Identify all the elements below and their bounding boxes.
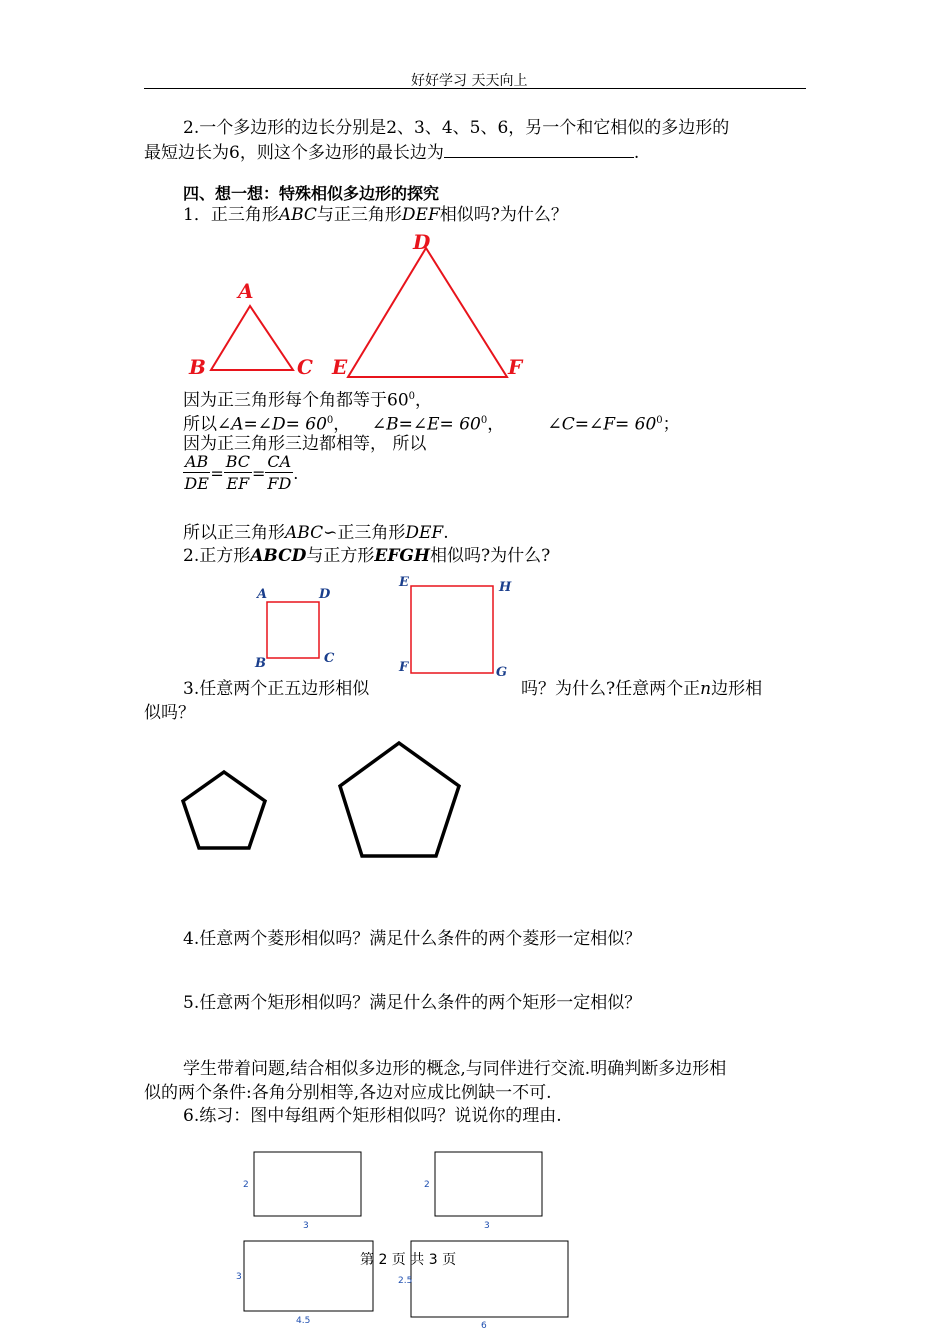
label-f: F xyxy=(508,355,523,379)
label-e: E xyxy=(332,355,348,379)
discussion-line2: 似的两个条件:各角分别相等,各边对应成比例缺一不可. xyxy=(144,1083,552,1103)
label-sq-b: B xyxy=(255,656,266,671)
s6-text: 6.练习：图中每组两个矩形相似吗？说说你的理由. xyxy=(183,1106,562,1126)
rect-1 xyxy=(254,1152,361,1216)
s2-q-abcd: ABCD xyxy=(250,546,307,566)
s1-degree-sup: 0 xyxy=(408,391,416,402)
s1-q-b: 与正三角形 xyxy=(316,205,402,225)
eq-2: = xyxy=(252,464,266,483)
s4-text: 4.任意两个菱形相似吗？满足什么条件的两个菱形一定相似？ xyxy=(183,929,642,949)
s1-reason1-end: ， xyxy=(415,390,433,411)
eq-1: = xyxy=(210,464,224,483)
s1-reason1-text: 因为正三角形每个角都等于60 xyxy=(183,390,409,411)
label-d: D xyxy=(413,230,431,254)
s5-text: 5.任意两个矩形相似吗？满足什么条件的两个矩形一定相似？ xyxy=(183,993,642,1013)
s1-question xyxy=(183,203,568,227)
sup-a: 0 xyxy=(326,415,334,426)
s2-q-a: 2.正方形 xyxy=(183,546,251,566)
label-a: A xyxy=(238,279,254,303)
pentagon-small xyxy=(183,772,265,848)
frac3-den: FD xyxy=(267,474,292,493)
label-sq-c: C xyxy=(324,651,335,666)
rect3-side: 3 xyxy=(236,1272,242,1282)
label-b: B xyxy=(189,355,206,379)
angle-a-d: ∠A=∠D= 60 xyxy=(217,414,327,435)
frac1-den: DE xyxy=(184,474,209,493)
frac3-num: CA xyxy=(267,452,292,471)
s3-line2: 似吗？ xyxy=(144,703,195,723)
fraction-ab-de xyxy=(183,452,210,495)
q2-line2 xyxy=(144,141,639,165)
s3-line1-a: 3.任意两个正五边形相似 xyxy=(183,679,370,699)
frac1-num: AB xyxy=(185,452,209,471)
label-c: C xyxy=(297,355,313,379)
square-efgh xyxy=(411,586,493,673)
rect4-side: 2.5 xyxy=(398,1276,413,1286)
sup-c: 0 xyxy=(656,415,663,426)
section-title: 四、想一想：特殊相似多边形的探究 xyxy=(183,184,440,203)
triangle-def xyxy=(348,248,507,377)
q2-line1: 2.一个多边形的边长分别是2、3、4、5、6，另一个和它相似的多边形的 xyxy=(183,118,730,138)
label-sq-f: F xyxy=(399,660,409,675)
label-sq-e: E xyxy=(399,575,409,590)
triangles-figure xyxy=(180,228,540,388)
s2-q-b: 与正方形 xyxy=(306,546,375,566)
concl-similar: ∽正三角形 xyxy=(323,523,406,543)
angle-c-f: ∠C=∠F= 60 xyxy=(547,414,657,435)
s1-q-a: 1．正三角形 xyxy=(183,205,279,225)
rect-2 xyxy=(435,1152,542,1216)
pentagons-figure xyxy=(175,735,475,865)
sep-2: ， xyxy=(487,414,505,435)
rectangles-figure xyxy=(230,1145,580,1340)
s2-question xyxy=(183,544,550,568)
rect4-bottom: 6 xyxy=(481,1321,487,1331)
sep-3: ； xyxy=(662,414,680,435)
header-rule xyxy=(144,88,806,89)
concl-end: . xyxy=(443,523,449,543)
squares-figure xyxy=(250,572,520,676)
sup-b: 0 xyxy=(480,415,488,426)
triangle-abc xyxy=(211,306,293,370)
s3-line1-b xyxy=(521,677,762,701)
ratio-equation xyxy=(183,452,298,495)
s1-q-c: 相似吗?为什么？ xyxy=(439,205,568,225)
rect1-side: 2 xyxy=(243,1180,249,1190)
concl-abc: ABC xyxy=(285,523,324,543)
frac2-num: BC xyxy=(225,452,251,471)
label-sq-a: A xyxy=(257,587,268,602)
s1-q-def: DEF xyxy=(401,205,440,225)
rect3-bottom: 4.5 xyxy=(296,1316,311,1326)
s3-c: 边形相 xyxy=(711,679,763,699)
rect2-side: 2 xyxy=(424,1180,430,1190)
rect2-bottom: 3 xyxy=(484,1221,490,1231)
s2-q-c: 相似吗?为什么? xyxy=(430,546,551,566)
eq-period: . xyxy=(293,464,299,483)
angle-b-e: ∠B=∠E= 60 xyxy=(371,414,481,435)
concl-def: DEF xyxy=(405,523,444,543)
pentagon-large xyxy=(340,743,459,856)
label-sq-d: D xyxy=(319,587,331,602)
label-sq-h: H xyxy=(499,580,512,595)
rect-3 xyxy=(244,1241,373,1311)
concl-a: 所以正三角形 xyxy=(183,523,285,543)
s1-conclusion xyxy=(183,521,449,545)
s1-so: 所以 xyxy=(183,414,217,435)
s1-reason2: 因为正三角形三边都相等， 所以 xyxy=(183,434,427,454)
s3-b: 吗？为什么?任意两个正 xyxy=(521,679,701,699)
answer-blank xyxy=(444,141,634,158)
fraction-ca-fd xyxy=(265,452,293,495)
frac2-den: EF xyxy=(226,474,250,493)
fraction-bc-ef xyxy=(224,452,252,495)
q2-line2-end: . xyxy=(633,143,640,163)
sep-1: ， xyxy=(333,414,351,435)
s3-n: n xyxy=(700,679,712,699)
square-abcd xyxy=(267,602,319,658)
page-footer: 第 2 页 共 3 页 xyxy=(360,1252,457,1268)
page-header: 好好学习 天天向上 xyxy=(411,73,528,89)
s1-q-abc: ABC xyxy=(278,205,317,225)
label-sq-g: G xyxy=(496,665,508,676)
q2-line2-text: 最短边长为6，则这个多边形的最长边为 xyxy=(144,143,444,163)
rect1-bottom: 3 xyxy=(303,1221,309,1231)
discussion-line1: 学生带着问题,结合相似多边形的概念,与同伴进行交流.明确判断多边形相 xyxy=(183,1059,727,1079)
s2-q-efgh: EFGH xyxy=(374,546,430,566)
